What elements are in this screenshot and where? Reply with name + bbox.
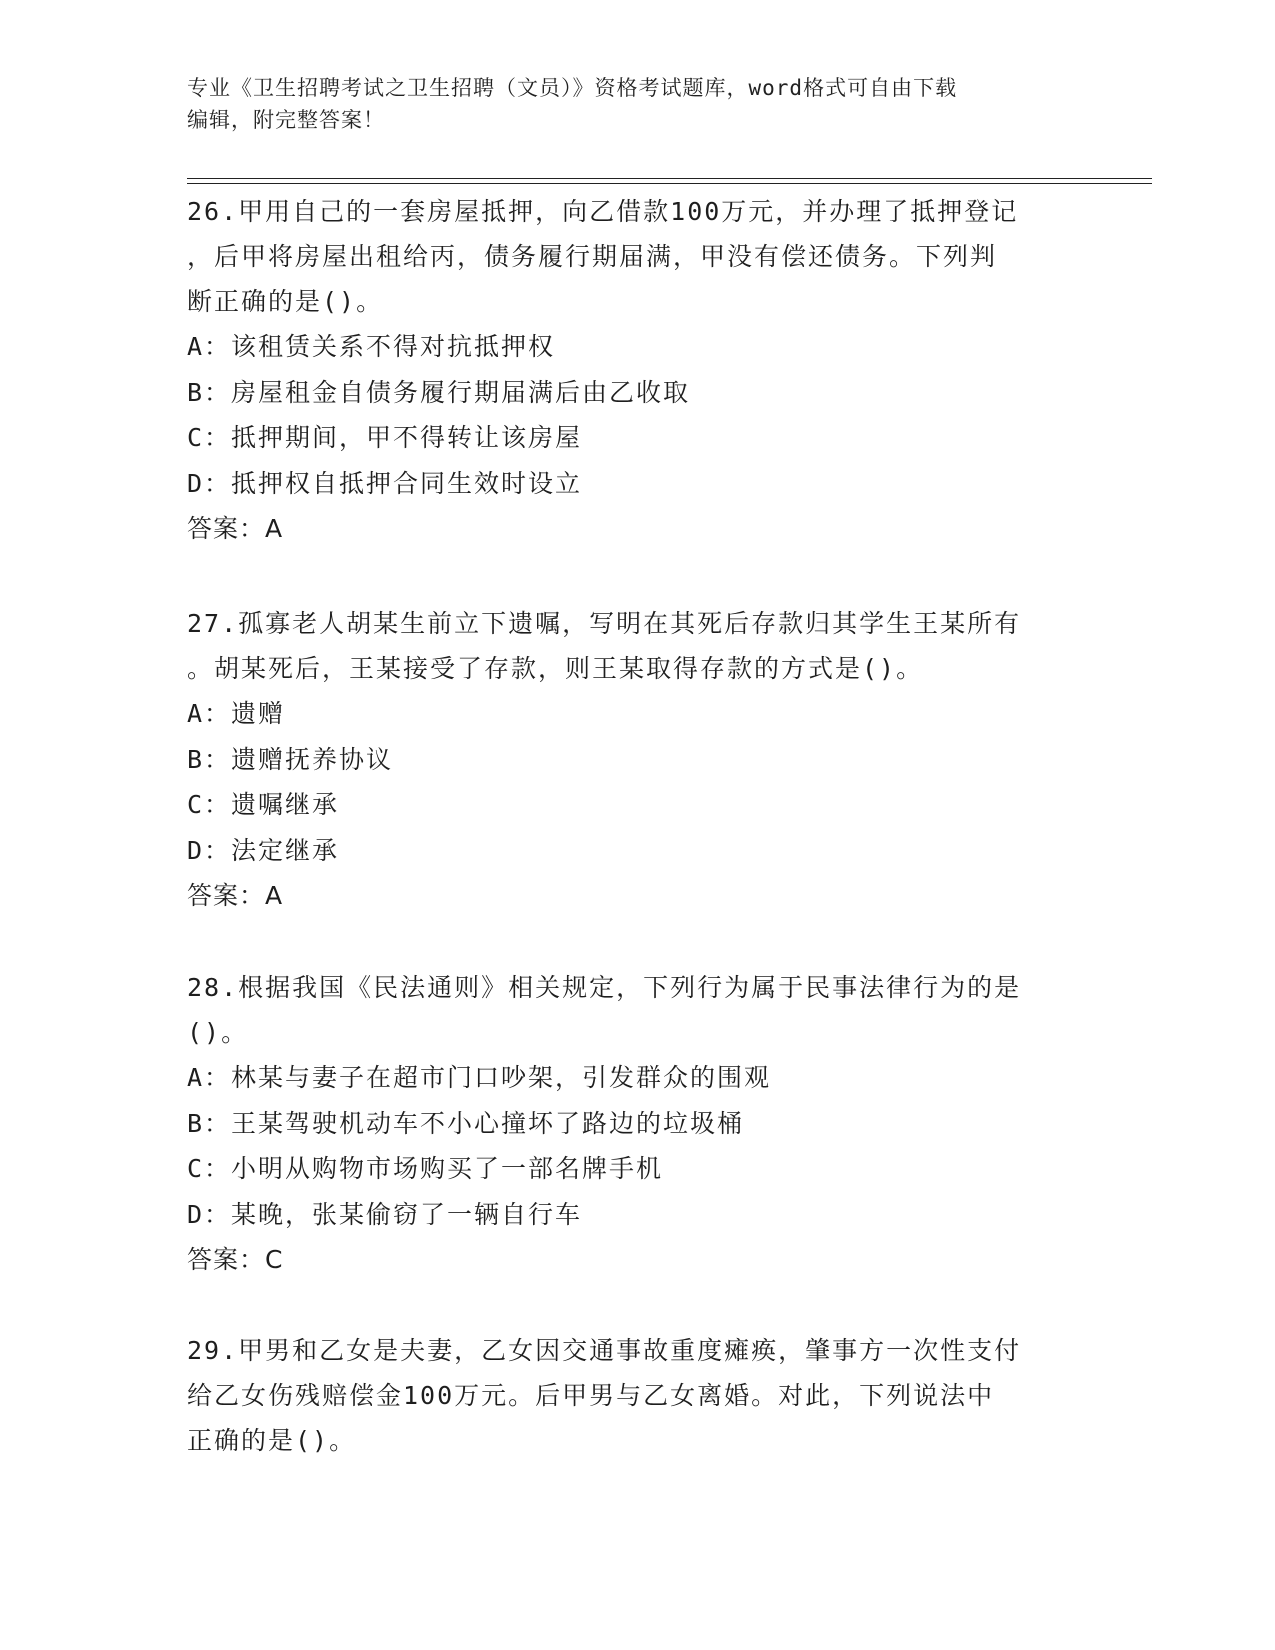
question-stem-line: 正确的是()。 bbox=[187, 1426, 357, 1455]
header-line-2: 编辑，附完整答案！ bbox=[187, 108, 385, 132]
question-stem-line: ，后甲将房屋出租给丙，债务履行期届满，甲没有偿还债务。下列判 bbox=[187, 242, 998, 271]
header-line-1: 专业《卫生招聘考试之卫生招聘（文员）》资格考试题库，word格式可自由下载 bbox=[187, 76, 958, 100]
option-d: D：抵押权自抵押合同生效时设立 bbox=[187, 468, 583, 498]
question-stem-line: 26.甲用自己的一套房屋抵押，向乙借款100万元，并办理了抵押登记 bbox=[187, 197, 1019, 226]
question-27 bbox=[187, 601, 1087, 919]
option-c: C：抵押期间，甲不得转让该房屋 bbox=[187, 423, 583, 452]
option-d: D：法定继承 bbox=[187, 835, 340, 865]
question-26 bbox=[187, 189, 1087, 552]
document-header bbox=[187, 72, 1087, 136]
question-28 bbox=[187, 965, 1087, 1283]
question-stem-line: ()。 bbox=[187, 1018, 249, 1047]
answer-label: 答案：C bbox=[187, 1245, 284, 1274]
option-a: A：该租赁关系不得对抗抵押权 bbox=[187, 332, 556, 361]
question-stem-line: 27.孤寡老人胡某生前立下遗嘱，写明在其死后存款归其学生王某所有 bbox=[187, 609, 1022, 638]
option-c: C：遗嘱继承 bbox=[187, 790, 340, 819]
option-a: A：遗赠 bbox=[187, 699, 286, 728]
question-stem-line: 29.甲男和乙女是夫妻，乙女因交通事故重度瘫痪，肇事方一次性支付 bbox=[187, 1336, 1022, 1365]
option-c: C：小明从购物市场购买了一部名牌手机 bbox=[187, 1154, 664, 1183]
question-29 bbox=[187, 1328, 1087, 1463]
header-divider-bottom bbox=[187, 183, 1152, 184]
option-b: B：王某驾驶机动车不小心撞坏了路边的垃圾桶 bbox=[187, 1108, 745, 1138]
option-a: A：林某与妻子在超市门口吵架，引发群众的围观 bbox=[187, 1063, 772, 1092]
answer-label: 答案：A bbox=[187, 514, 284, 543]
answer-label: 答案：A bbox=[187, 881, 284, 910]
question-stem-line: 给乙女伤残赔偿金100万元。后甲男与乙女离婚。对此，下列说法中 bbox=[187, 1381, 995, 1410]
question-stem-line: 断正确的是()。 bbox=[187, 287, 384, 316]
question-stem-line: 28.根据我国《民法通则》相关规定，下列行为属于民事法律行为的是 bbox=[187, 973, 1022, 1002]
option-b: B：遗赠抚养协议 bbox=[187, 744, 394, 774]
option-d: D：某晚，张某偷窃了一辆自行车 bbox=[187, 1199, 583, 1229]
option-b: B：房屋租金自债务履行期届满后由乙收取 bbox=[187, 377, 691, 407]
question-stem-line: 。胡某死后，王某接受了存款，则王某取得存款的方式是()。 bbox=[187, 654, 924, 683]
header-divider-top bbox=[187, 178, 1152, 179]
